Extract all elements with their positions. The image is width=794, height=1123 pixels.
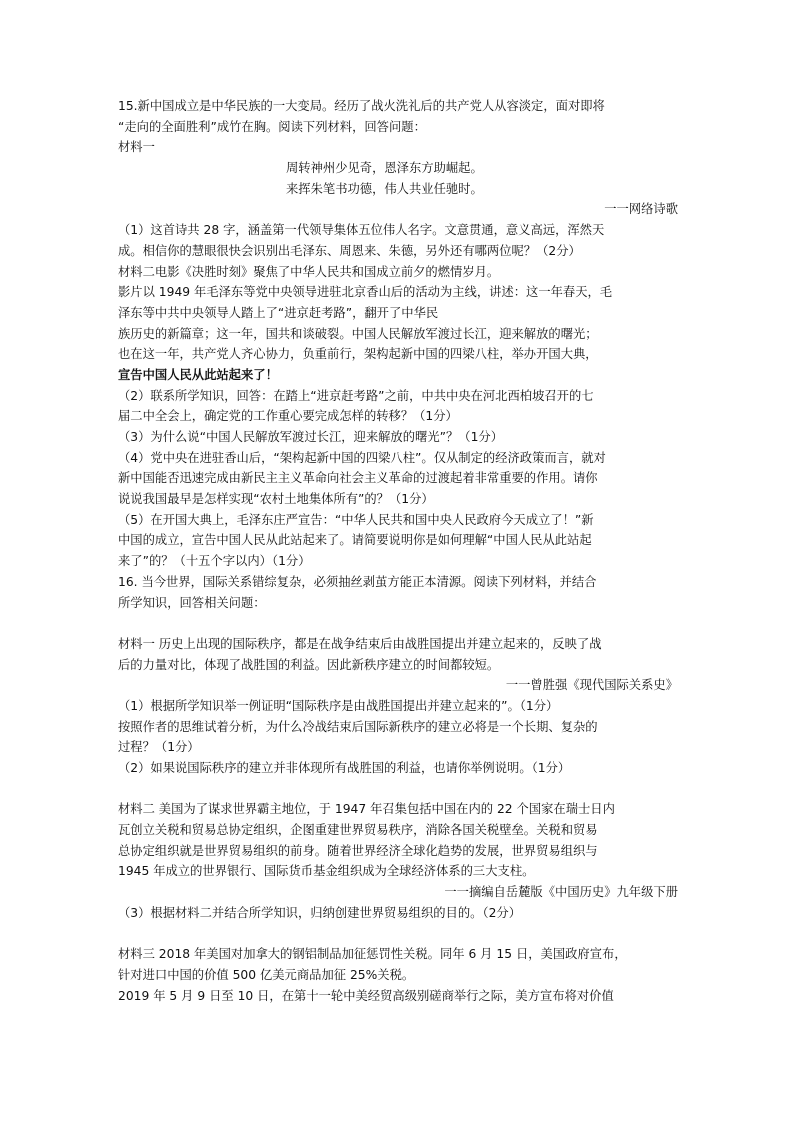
text-line: 后的力量对比，体现了战胜国的利益。因此新秩序建立的时间都较短。: [118, 657, 500, 672]
text-line: 总协定组织就是世界贸易组织的前身。随着世界经济全球化趋势的发展，世界贸易组织与: [118, 843, 598, 858]
text-line: 说说我国最早是怎样实现“农村土地集体所有”的？（1分）: [118, 492, 434, 507]
text-line: 2019 年 5 月 9 日至 10 日，在第十一轮中美经贸高级别磋商举行之际，美方宣布将对价值: [118, 988, 614, 1003]
text-line: （3）根据材料二并结合所学知识，归纳创建世界贸易组织的目的。（2分）: [118, 905, 521, 920]
text-line: （1）这首诗共 28 字，涵盖第一代领导集体五位伟人名字。文意贯通，意义高远，浑然天: [118, 223, 605, 238]
text-line: 材料二 美国为了谋求世界霸主地位，于 1947 年召集包括中国在内的 22 个国家在瑞士日内: [118, 802, 615, 817]
text-line: 材料三 2018 年美国对加拿大的钢铝制品加征惩罚性关税。同年 6 月 15 日，美国政府宣布，: [118, 947, 627, 962]
text-line: （5）在开国大典上，毛泽东庄严宣告：“中华人民共和国中央人民政府今天成立了！”新: [118, 512, 594, 527]
text-line: 族历史的新篇章；这一年，国共和谈破裂。中国人民解放军渡过长江，迎来解放的曙光；: [118, 326, 598, 341]
text-line: 中国的成立，宣告中国人民从此站起来了。请简要说明你是如何理解“中国人民从此站起: [118, 533, 592, 548]
text-line: 1945 年成立的世界银行、国际货币基金组织成为全球经济体系的三大支柱。: [118, 864, 535, 879]
text-line: 按照作者的思维试着分析，为什么冷战结束后国际新秩序的建立必将是一个长期、复杂的: [118, 719, 598, 734]
text-line: 针对进口中国的价值 500 亿美元商品加征 25%关税。: [118, 967, 415, 982]
text-line: 宣告中国人民从此站起来了！: [118, 367, 278, 382]
text-line: 来了”的？（十五个字以内）（1分）: [118, 554, 311, 569]
text-line: 影片以 1949 年毛泽东等党中央领导进驻北京香山后的活动为主线，讲述：这一年春天，毛: [118, 285, 613, 300]
source-attribution: 一一曾胜强《现代国际关系史》: [505, 678, 678, 693]
text-line: 材料一 历史上出现的国际秩序，都是在战争结束后由战胜国提出并建立起来的，反映了战: [118, 636, 602, 651]
text-line: 泽东等中共中央领导人踏上了“进京赶考路”，翻开了中华民: [118, 305, 439, 320]
text-line: 材料一: [118, 140, 155, 155]
text-line: 届二中全会上，确定党的工作重心要完成怎样的转移？（1分）: [118, 409, 458, 424]
text-line: （4）党中央在进驻香山后，“架构起新中国的四梁八柱”。仅从制定的经济政策而言，就对: [118, 450, 606, 465]
text-line: 新中国能否迅速完成由新民主主义革命向社会主义革命的过渡起着非常重要的作用。请你: [118, 471, 598, 486]
text-line: （1）根据所学知识举一例证明“国际秩序是由战胜国提出并建立起来的”。（1分）: [118, 698, 559, 713]
text-line: 16. 当今世界，国际关系错综复杂，必须抽丝剥茧方能正本清源。阅读下列材料，并结合: [118, 574, 597, 589]
text-line: 也在这一年，共产党人齐心协力，负重前行，架构起新中国的四梁八柱，举办开国大典，: [118, 347, 598, 362]
text-line: “走向的全面胜利”成竹在胸。阅读下列材料，回答问题：: [118, 119, 426, 134]
text-line: （2）联系所学知识，回答：在踏上“进京赶考路”之前，中共中央在河北西柏坡召开的七: [118, 388, 594, 403]
text-line: 瓦创立关税和贸易总协定组织，企图重建世界贸易秩序，消除各国关税壁垒。关税和贸易: [118, 823, 598, 838]
text-line: 15.新中国成立是中华民族的一大变局。经历了战火洗礼后的共产党人从容淡定，面对即将: [118, 99, 605, 113]
poem-line: 周转神州少见奇，恩泽东方助崛起。: [286, 161, 483, 176]
source-attribution: 一一网络诗歌: [604, 202, 678, 217]
blank-line: [118, 924, 678, 945]
text-line: 成。相信你的慧眼很快会识别出毛泽东、周恩来、朱德，另外还有哪两位呢？（2分）: [118, 243, 581, 258]
text-line: 材料二电影《决胜时刻》聚焦了中华人民共和国成立前夕的燃情岁月。: [118, 264, 500, 279]
source-attribution: 一一摘编自岳麓版《中国历史》九年级下册: [444, 885, 678, 900]
text-line: （2）如果说国际秩序的建立并非体现所有战胜国的利益，也请你举例说明。（1分）: [118, 761, 571, 775]
blank-line: [118, 779, 678, 800]
text-line: （3）为什么说“中国人民解放军渡过长江，迎来解放的曙光”？（1分）: [118, 430, 503, 444]
poem-line: 来挥朱笔书功德，伟人共业任驰时。: [286, 181, 483, 196]
blank-line: [118, 613, 678, 634]
text-line: 过程？（1分）: [118, 740, 200, 755]
document-page: [118, 96, 678, 1006]
text-line: 所学知识，回答相关问题：: [118, 595, 266, 610]
